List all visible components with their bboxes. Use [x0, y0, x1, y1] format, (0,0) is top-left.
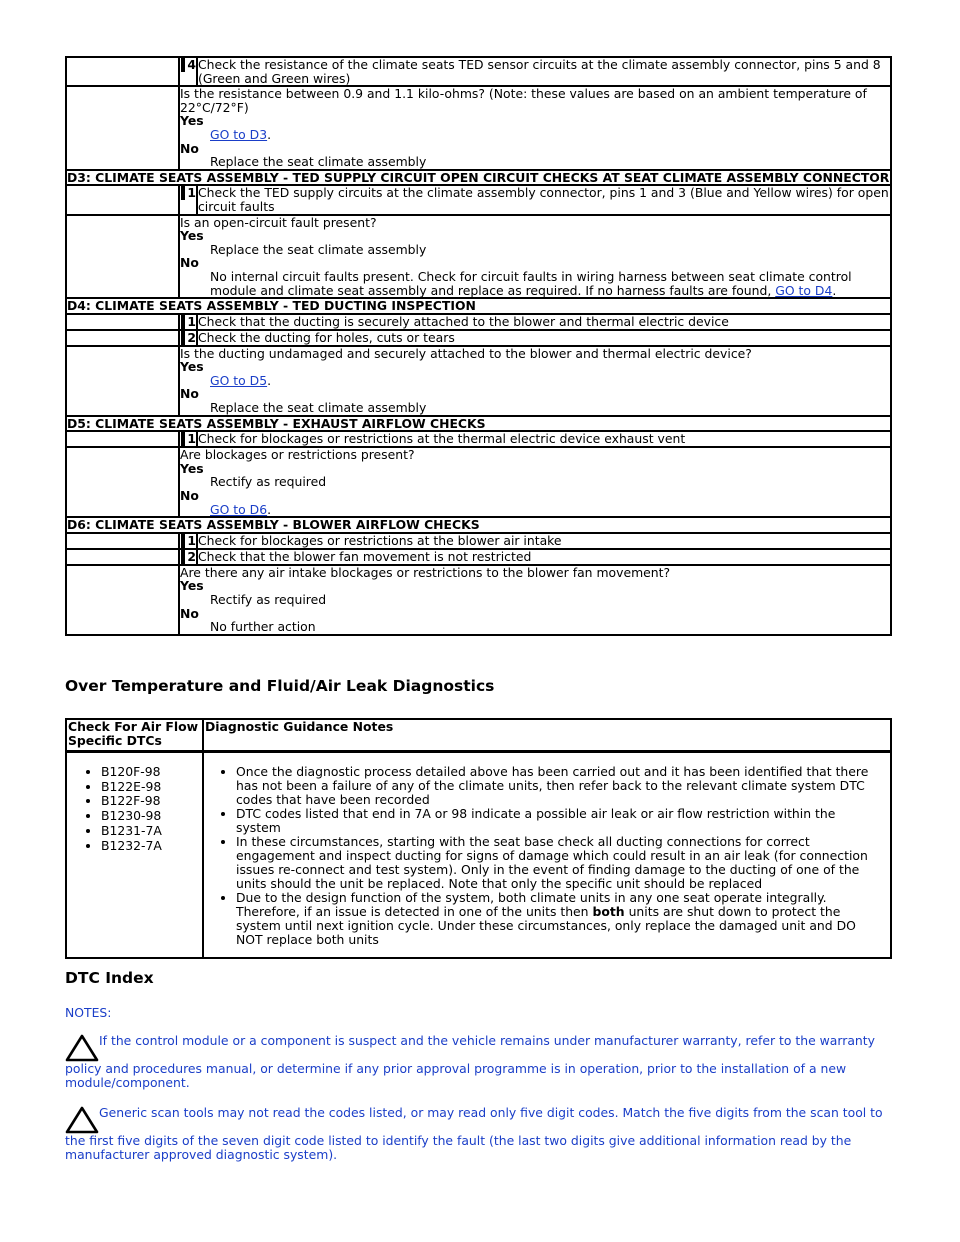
d3-heading: D3: CLIMATE SEATS ASSEMBLY - TED SUPPLY CIRCUIT OPEN CIRCUIT CHECKS AT SEAT CLIMATE ASSEMBLY CONNECTOR — [67, 169, 890, 185]
go-to-d5-link[interactable]: GO to D5 — [210, 372, 268, 388]
step-row — [66, 314, 891, 330]
step-text: Check the resistance of the climate seats TED sensor circuits at the climate assembly connector, pins 5 and 8 (Green and Green wires) — [197, 57, 891, 86]
yes-label: Yes — [180, 113, 204, 129]
question-row — [66, 215, 891, 299]
step-marker-icon — [181, 58, 185, 72]
yes-label: Yes — [180, 460, 204, 476]
dtc-code-item: • B1230-98 — [101, 809, 202, 824]
dtc-code-item: • B1232-7A — [101, 839, 202, 854]
d6-heading: D6: CLIMATE SEATS ASSEMBLY - BLOWER AIRFLOW CHECKS — [66, 517, 891, 533]
question-row: Is the ducting undamaged and securely attached to the blower and thermal electric device? Yes GO to D5. No Replace the seat climate assembly — [66, 346, 891, 416]
question-text: Is the resistance between 0.9 and 1.1 kilo-ohms? (Note: these values are based on an ambient temperature of 22°C/72°F) — [180, 86, 867, 115]
step-text: Check the ducting for holes, cuts or tears — [197, 330, 891, 346]
dtc-code-item: • B120F-98 — [101, 765, 202, 780]
step-text: Check that the ducting is securely attached to the blower and thermal electric device — [197, 314, 891, 330]
go-to-d6-link[interactable]: GO to D6 — [210, 501, 268, 517]
answer-text: No internal circuit faults present. Check for circuit faults in wiring harness between seat climate control module and climate seat assembly and replace as required. If no harness faults are found, GO to D4. — [210, 268, 852, 298]
question-row: Are blockages or restrictions present? Yes Rectify as required No GO to D6. — [66, 447, 891, 517]
list-item: • In these circumstances, starting with the seat base check all ducting connections for correct engagement and inspect ducting for signs of damage which could result in an air leak (for connection issues re-connect and test system). Only in the event of finding damage to the ducting of one of the units should the unit be replaced. Note that only the specific unit should be replaced — [236, 835, 884, 891]
step-number: 4 — [179, 57, 197, 86]
step-marker-icon — [181, 315, 185, 329]
note-text: If the control module or a component is suspect and the vehicle remains under manufacturer warranty, refer to the warranty policy and procedures manual, or determine if any prior approval programme is in operation, prior to the installation of a new module/component. — [65, 1033, 875, 1090]
d5-heading: D5: CLIMATE SEATS ASSEMBLY - EXHAUST AIRFLOW CHECKS — [66, 416, 891, 432]
dtc-code-item: • B1231-7A — [101, 824, 202, 839]
warning-triangle-icon — [65, 1106, 99, 1134]
question-text: Are blockages or restrictions present? — [180, 447, 415, 463]
no-label: No — [180, 140, 199, 156]
step-marker-icon — [181, 534, 185, 548]
answer-text: Replace the seat climate assembly — [210, 241, 427, 257]
list-item: • DTC codes listed that end in 7A or 98 indicate a possible air leak or air flow restriction within the system — [236, 807, 884, 835]
go-to-d4-link[interactable]: GO to D4 — [775, 282, 833, 298]
no-label: No — [180, 255, 199, 271]
warning-triangle-icon — [65, 1034, 99, 1062]
leak-diagnostics-table — [65, 718, 892, 959]
guidance-notes-list — [204, 765, 884, 947]
no-label: No — [180, 386, 199, 402]
diagnostic-steps-table — [65, 56, 892, 636]
step-marker-icon — [181, 550, 185, 564]
step-number: 1 — [179, 533, 197, 549]
section-title-dtc-index: DTC Index — [65, 969, 154, 987]
section-title-leak: Over Temperature and Fluid/Air Leak Diagnostics — [65, 677, 495, 695]
step-row — [66, 185, 891, 214]
answer-text: Rectify as required — [210, 474, 327, 490]
step-text: Check for blockages or restrictions at the blower air intake — [197, 533, 891, 549]
question-row — [66, 565, 891, 635]
table-header-row — [66, 719, 891, 752]
step-row — [66, 533, 891, 549]
step-text: Check that the blower fan movement is not restricted — [197, 549, 891, 565]
section-heading-row — [66, 416, 891, 432]
no-label: No — [180, 605, 199, 621]
warning-note-2 — [65, 1106, 895, 1161]
step-number: 1 — [179, 314, 197, 330]
step-number: 1 — [179, 185, 197, 214]
section-heading-row — [66, 170, 891, 186]
d4-heading: D4: CLIMATE SEATS ASSEMBLY - TED DUCTING INSPECTION — [66, 298, 891, 314]
dtc-code-item: • B122F-98 — [101, 794, 202, 809]
section-heading-row — [66, 298, 891, 314]
step-row — [66, 57, 891, 86]
notes-label: NOTES: — [65, 1005, 112, 1020]
column-header: Diagnostic Guidance Notes — [203, 719, 891, 752]
no-label: No — [180, 488, 199, 504]
answer-text: Replace the seat climate assembly — [210, 400, 427, 416]
step-text: Check the TED supply circuits at the climate assembly connector, pins 1 and 3 (Blue and Yellow wires) for open circuit faults — [197, 185, 891, 214]
question-text: Is the ducting undamaged and securely attached to the blower and thermal electric device? — [180, 345, 752, 361]
answer-text: Replace the seat climate assembly — [210, 154, 427, 170]
note-text: Generic scan tools may not read the codes listed, or may read only five digit codes. Match the five digits from the scan tool to the first five digits of the seven digit code listed to identify the fault (the last two digits give additional information read by the manufacturer approved diagnostic system). — [65, 1105, 883, 1162]
question-text: Is an open-circuit fault present? — [180, 214, 377, 230]
step-row — [66, 330, 891, 346]
step-marker-icon — [181, 186, 185, 200]
column-header: Check For Air Flow Specific DTCs — [66, 719, 203, 752]
go-to-d3-link[interactable]: GO to D3 — [210, 126, 268, 142]
warning-note-1 — [65, 1034, 895, 1089]
step-number: 1 — [179, 431, 197, 447]
list-item: • Once the diagnostic process detailed above has been carried out and it has been identified that there has not been a failure of any of the climate units, then refer back to the relevant climate system DTC codes that have been recorded — [236, 765, 884, 807]
dtc-code-item: • B122E-98 — [101, 780, 202, 795]
step-marker-icon — [181, 331, 185, 345]
step-text: Check for blockages or restrictions at the thermal electric device exhaust vent — [197, 431, 891, 447]
step-number: 2 — [179, 330, 197, 346]
step-row — [66, 431, 891, 447]
yes-label: Yes — [180, 578, 204, 594]
question-text: Are there any air intake blockages or restrictions to the blower fan movement? — [180, 564, 671, 580]
step-number: 2 — [179, 549, 197, 565]
table-row — [66, 752, 891, 959]
question-row: Is the resistance between 0.9 and 1.1 kilo-ohms? (Note: these values are based on an ambient temperature of 22°C/72°F) Yes GO to D3. No Replace the seat climate assembly — [66, 86, 891, 170]
answer-text: Rectify as required — [210, 592, 327, 607]
step-row — [66, 549, 891, 565]
yes-label: Yes — [180, 359, 204, 375]
yes-label: Yes — [180, 228, 204, 244]
section-heading-row — [66, 517, 891, 533]
step-marker-icon — [181, 432, 185, 446]
dtc-code-list — [67, 765, 202, 853]
list-item: • Due to the design function of the system, both climate units in any one seat operate integrally. Therefore, if an issue is detected in one of the units then both units are shut down to protect the system until next ignition cycle. Under these circumstances, only replace the damaged unit and DO NOT replace both units — [236, 891, 884, 947]
answer-text: No further action — [210, 619, 316, 635]
